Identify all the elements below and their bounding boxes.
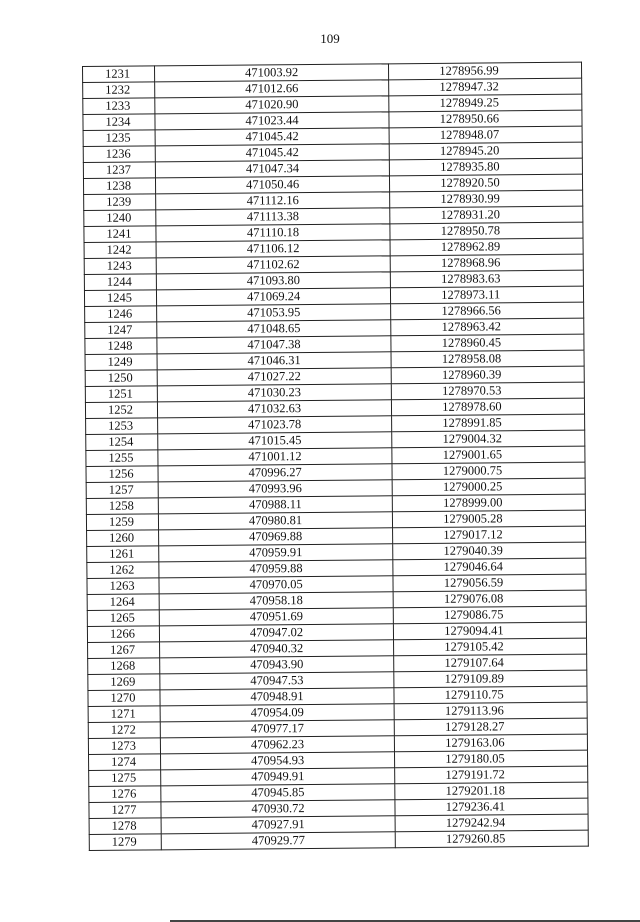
x-coordinate-cell: 471047.34 xyxy=(155,160,389,178)
y-coordinate-cell: 1279040.39 xyxy=(393,542,586,560)
y-coordinate-cell: 1279001.65 xyxy=(392,446,585,464)
y-coordinate-cell: 1278947.32 xyxy=(389,78,582,96)
point-number-cell: 1276 xyxy=(89,786,161,803)
y-coordinate-cell: 1279260.85 xyxy=(395,830,588,848)
x-coordinate-cell: 471027.22 xyxy=(157,368,391,386)
point-number-cell: 1238 xyxy=(83,178,155,195)
point-number-cell: 1233 xyxy=(83,98,155,115)
x-coordinate-cell: 471030.23 xyxy=(157,384,391,402)
x-coordinate-cell: 470980.81 xyxy=(158,512,392,530)
y-coordinate-cell: 1279005.28 xyxy=(393,510,586,528)
y-coordinate-cell: 1278978.60 xyxy=(392,398,585,416)
x-coordinate-cell: 470988.11 xyxy=(158,496,392,514)
x-coordinate-cell: 471048.65 xyxy=(157,320,391,338)
point-number-cell: 1262 xyxy=(87,562,159,579)
x-coordinate-cell: 471045.42 xyxy=(155,144,389,162)
y-coordinate-cell: 1278956.99 xyxy=(389,62,582,80)
y-coordinate-cell: 1279242.94 xyxy=(395,814,588,832)
x-coordinate-cell: 471015.45 xyxy=(158,432,392,450)
point-number-cell: 1249 xyxy=(85,354,157,371)
point-number-cell: 1277 xyxy=(89,802,161,819)
point-number-cell: 1241 xyxy=(84,226,156,243)
point-number-cell: 1239 xyxy=(84,194,156,211)
x-coordinate-cell: 470969.88 xyxy=(158,528,392,546)
x-coordinate-cell: 471069.24 xyxy=(156,288,390,306)
x-coordinate-cell: 470947.53 xyxy=(160,672,394,690)
y-coordinate-cell: 1278962.89 xyxy=(390,238,583,256)
point-number-cell: 1263 xyxy=(87,578,159,595)
point-number-cell: 1266 xyxy=(87,626,159,643)
y-coordinate-cell: 1278973.11 xyxy=(391,286,584,304)
point-number-cell: 1245 xyxy=(84,290,156,307)
table-row xyxy=(89,830,588,850)
point-number-cell: 1244 xyxy=(84,274,156,291)
point-number-cell: 1273 xyxy=(88,738,160,755)
y-coordinate-cell: 1279107.64 xyxy=(394,654,587,672)
x-coordinate-cell: 471023.44 xyxy=(155,112,389,130)
x-coordinate-cell: 470943.90 xyxy=(160,656,394,674)
coordinates-table xyxy=(82,62,589,851)
point-number-cell: 1258 xyxy=(86,498,158,515)
x-coordinate-cell: 471012.66 xyxy=(155,80,389,98)
point-number-cell: 1246 xyxy=(85,306,157,323)
point-number-cell: 1242 xyxy=(84,242,156,259)
point-number-cell: 1247 xyxy=(85,322,157,339)
y-coordinate-cell: 1278991.85 xyxy=(392,414,585,432)
y-coordinate-cell: 1279163.06 xyxy=(395,734,588,752)
x-coordinate-cell: 470930.72 xyxy=(161,800,395,818)
y-coordinate-cell: 1279191.72 xyxy=(395,766,588,784)
point-number-cell: 1271 xyxy=(88,706,160,723)
x-coordinate-cell: 470977.17 xyxy=(160,720,394,738)
point-number-cell: 1275 xyxy=(89,770,161,787)
y-coordinate-cell: 1279094.41 xyxy=(394,622,587,640)
y-coordinate-cell: 1278968.96 xyxy=(390,254,583,272)
x-coordinate-cell: 471045.42 xyxy=(155,128,389,146)
y-coordinate-cell: 1279000.25 xyxy=(392,478,585,496)
x-coordinate-cell: 470929.77 xyxy=(161,832,395,850)
point-number-cell: 1252 xyxy=(85,402,157,419)
point-number-cell: 1253 xyxy=(86,418,158,435)
y-coordinate-cell: 1278960.45 xyxy=(391,334,584,352)
point-number-cell: 1235 xyxy=(83,130,155,147)
y-coordinate-cell: 1279017.12 xyxy=(393,526,586,544)
x-coordinate-cell: 471053.95 xyxy=(157,304,391,322)
y-coordinate-cell: 1278950.78 xyxy=(390,222,583,240)
y-coordinate-cell: 1279109.89 xyxy=(394,670,587,688)
x-coordinate-cell: 471047.38 xyxy=(157,336,391,354)
y-coordinate-cell: 1278970.53 xyxy=(392,382,585,400)
x-coordinate-cell: 470948.91 xyxy=(160,688,394,706)
point-number-cell: 1274 xyxy=(89,754,161,771)
y-coordinate-cell: 1278948.07 xyxy=(389,126,582,144)
y-coordinate-cell: 1279180.05 xyxy=(395,750,588,768)
point-number-cell: 1261 xyxy=(87,546,159,563)
x-coordinate-cell: 471110.18 xyxy=(156,224,390,242)
point-number-cell: 1231 xyxy=(83,66,155,83)
y-coordinate-cell: 1278966.56 xyxy=(391,302,584,320)
x-coordinate-cell: 470962.23 xyxy=(160,736,394,754)
point-number-cell: 1250 xyxy=(85,370,157,387)
y-coordinate-cell: 1278958.08 xyxy=(391,350,584,368)
y-coordinate-cell: 1278963.42 xyxy=(391,318,584,336)
x-coordinate-cell: 470970.05 xyxy=(159,576,393,594)
x-coordinate-cell: 470940.32 xyxy=(159,640,393,658)
y-coordinate-cell: 1278935.80 xyxy=(390,158,583,176)
point-number-cell: 1259 xyxy=(86,514,158,531)
point-number-cell: 1254 xyxy=(86,434,158,451)
point-number-cell: 1237 xyxy=(83,162,155,179)
x-coordinate-cell: 471050.46 xyxy=(155,176,389,194)
x-coordinate-cell: 471032.63 xyxy=(157,400,391,418)
y-coordinate-cell: 1279236.41 xyxy=(395,798,588,816)
y-coordinate-cell: 1279128.27 xyxy=(394,718,587,736)
point-number-cell: 1240 xyxy=(84,210,156,227)
y-coordinate-cell: 1279046.64 xyxy=(393,558,586,576)
x-coordinate-cell: 470927.91 xyxy=(161,816,395,834)
y-coordinate-cell: 1278983.63 xyxy=(391,270,584,288)
y-coordinate-cell: 1279086.75 xyxy=(394,606,587,624)
y-coordinate-cell: 1278920.50 xyxy=(390,174,583,192)
x-coordinate-cell: 471001.12 xyxy=(158,448,392,466)
point-number-cell: 1269 xyxy=(88,674,160,691)
x-coordinate-cell: 470996.27 xyxy=(158,464,392,482)
y-coordinate-cell: 1279110.75 xyxy=(394,686,587,704)
x-coordinate-cell: 470949.91 xyxy=(161,768,395,786)
point-number-cell: 1260 xyxy=(87,530,159,547)
y-coordinate-cell: 1279004.32 xyxy=(392,430,585,448)
y-coordinate-cell: 1278960.39 xyxy=(391,366,584,384)
point-number-cell: 1257 xyxy=(86,482,158,499)
y-coordinate-cell: 1278930.99 xyxy=(390,190,583,208)
x-coordinate-cell: 470945.85 xyxy=(161,784,395,802)
x-coordinate-cell: 471106.12 xyxy=(156,240,390,258)
point-number-cell: 1243 xyxy=(84,258,156,275)
point-number-cell: 1265 xyxy=(87,610,159,627)
point-number-cell: 1278 xyxy=(89,818,161,835)
x-coordinate-cell: 471102.62 xyxy=(156,256,390,274)
point-number-cell: 1270 xyxy=(88,690,160,707)
y-coordinate-cell: 1278950.66 xyxy=(389,110,582,128)
x-coordinate-cell: 470954.93 xyxy=(160,752,394,770)
y-coordinate-cell: 1279000.75 xyxy=(392,462,585,480)
point-number-cell: 1251 xyxy=(85,386,157,403)
x-coordinate-cell: 470959.91 xyxy=(159,544,393,562)
point-number-cell: 1255 xyxy=(86,450,158,467)
x-coordinate-cell: 470993.96 xyxy=(158,480,392,498)
page-number: 109 xyxy=(320,31,340,46)
x-coordinate-cell: 471093.80 xyxy=(156,272,390,290)
y-coordinate-cell: 1278945.20 xyxy=(389,142,582,160)
x-coordinate-cell: 470959.88 xyxy=(159,560,393,578)
x-coordinate-cell: 470954.09 xyxy=(160,704,394,722)
point-number-cell: 1279 xyxy=(89,834,161,851)
point-number-cell: 1232 xyxy=(83,82,155,99)
x-coordinate-cell: 471023.78 xyxy=(157,416,391,434)
point-number-cell: 1234 xyxy=(83,114,155,131)
point-number-cell: 1272 xyxy=(88,722,160,739)
y-coordinate-cell: 1279201.18 xyxy=(395,782,588,800)
x-coordinate-cell: 471020.90 xyxy=(155,96,389,114)
x-coordinate-cell: 470947.02 xyxy=(159,624,393,642)
x-coordinate-cell: 471003.92 xyxy=(154,64,388,82)
x-coordinate-cell: 470951.69 xyxy=(159,608,393,626)
x-coordinate-cell: 470958.18 xyxy=(159,592,393,610)
point-number-cell: 1264 xyxy=(87,594,159,611)
point-number-cell: 1256 xyxy=(86,466,158,483)
y-coordinate-cell: 1279076.08 xyxy=(393,590,586,608)
y-coordinate-cell: 1278999.00 xyxy=(393,494,586,512)
x-coordinate-cell: 471112.16 xyxy=(156,192,390,210)
point-number-cell: 1236 xyxy=(83,146,155,163)
x-coordinate-cell: 471046.31 xyxy=(157,352,391,370)
y-coordinate-cell: 1279113.96 xyxy=(394,702,587,720)
point-number-cell: 1267 xyxy=(88,642,160,659)
coordinates-table-body xyxy=(83,62,589,850)
y-coordinate-cell: 1279105.42 xyxy=(394,638,587,656)
point-number-cell: 1248 xyxy=(85,338,157,355)
y-coordinate-cell: 1278949.25 xyxy=(389,94,582,112)
y-coordinate-cell: 1279056.59 xyxy=(393,574,586,592)
x-coordinate-cell: 471113.38 xyxy=(156,208,390,226)
point-number-cell: 1268 xyxy=(88,658,160,675)
y-coordinate-cell: 1278931.20 xyxy=(390,206,583,224)
